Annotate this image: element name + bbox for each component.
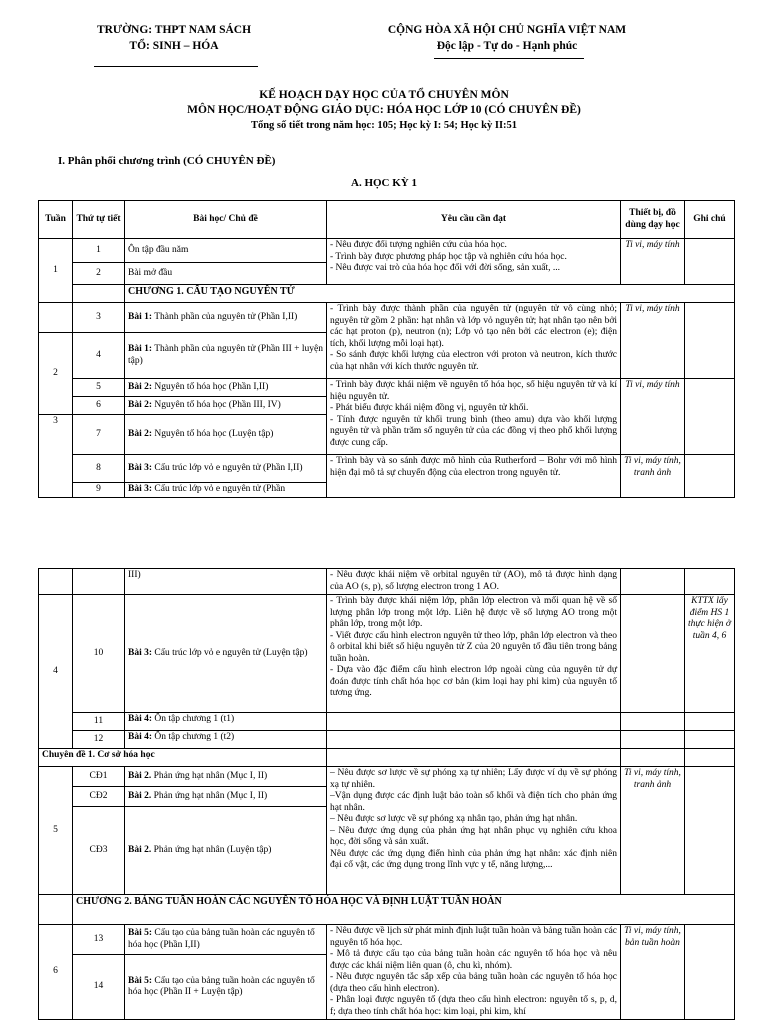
plan-table-page-2 bbox=[38, 568, 735, 1020]
lesson-cell: Ôn tập đầu năm bbox=[125, 239, 327, 263]
equipment-cell bbox=[621, 731, 685, 749]
lesson-cell: Bài 2. Phản ứng hạt nhân (Mục I, II) bbox=[125, 767, 327, 787]
lesson-cell: Bài 2: Nguyên tố hóa học (Phần III, IV) bbox=[125, 397, 327, 415]
requirement-cell bbox=[327, 713, 621, 731]
order-cell: 5 bbox=[73, 379, 125, 397]
document-title bbox=[0, 88, 768, 133]
lesson-cell: Bài 5: Cấu tạo của bảng tuần hoàn các nguyên tố hóa học (Phần I,II) bbox=[125, 925, 327, 955]
national-header bbox=[372, 22, 642, 54]
lesson-cell: Bài 2: Nguyên tố hóa học (Phần I,II) bbox=[125, 379, 327, 397]
equipment-cell bbox=[621, 595, 685, 713]
order-cell: 12 bbox=[73, 731, 125, 749]
note-cell bbox=[685, 569, 735, 595]
equipment-cell: Ti vi, máy tính, tranh ảnh bbox=[621, 767, 685, 895]
col-note: Ghi chú bbox=[685, 201, 735, 239]
order-cell: CĐ2 bbox=[73, 787, 125, 807]
lesson-cell: Bài 3: Cấu trúc lớp vỏ e nguyên tử (Phần bbox=[125, 483, 327, 498]
header-underline bbox=[94, 66, 258, 67]
note-cell bbox=[685, 455, 735, 498]
equipment-cell: Ti vi, máy tính bbox=[621, 379, 685, 455]
lesson-cell: Bài 2. Phản ứng hạt nhân (Luyện tập) bbox=[125, 807, 327, 895]
note-cell bbox=[685, 239, 735, 285]
lesson-cell: Bài 3: Cấu trúc lớp vỏ e nguyên tử (Phần I,II) bbox=[125, 455, 327, 483]
requirement-cell: - Nêu được đối tượng nghiên cứu của hóa học. - Trình bày được phương pháp học tập và nghiên cứu hóa học. - Nêu được vai trò của hóa học đối với đời sống, sản xuất, ... bbox=[327, 239, 621, 285]
order-cell: 6 bbox=[73, 397, 125, 415]
order-cell: 8 bbox=[73, 455, 125, 483]
week-cell: 4 bbox=[39, 595, 73, 749]
col-lesson: Bài học/ Chủ đề bbox=[125, 201, 327, 239]
order-cell: 7 bbox=[73, 415, 125, 455]
col-requirements: Yêu cầu cần đạt bbox=[327, 201, 621, 239]
plan-table-page-1 bbox=[38, 200, 735, 498]
requirement-cell: – Nêu được sơ lược về sự phóng xạ tự nhiên; Lấy được ví dụ về sự phóng xạ tự nhiên. –Vận dụng được các định luật bảo toàn số khối và điện tích cho phản ứng hạt nhân. – Nêu được sơ lược về sự phóng xạ nhân tạo, phản ứng hạt nhân. – Nêu được ứng dụng của phản ứng hạt nhân phục vụ nghiên cứu khoa học, đời sống và sản xuất. Nêu được các ứng dụng điển hình của phản ứng hạt nhân: xác định niên đại cổ vật, các ứng dụng trong lĩnh vực y tế, năng lượng,... bbox=[327, 767, 621, 895]
week-cell: 2 bbox=[39, 333, 73, 415]
week-cell: 1 bbox=[39, 239, 73, 303]
lesson-cell: Bài 4: Ôn tập chương 1 (t2) bbox=[125, 731, 327, 749]
note-cell bbox=[685, 713, 735, 731]
motto-underline bbox=[434, 58, 584, 59]
requirement-cell: - Trình bày và so sánh được mô hình của Rutherford – Bohr với mô hình hiện đại mô tả sự chuyển động của electron trong nguyên tử. bbox=[327, 455, 621, 498]
group-name: TỔ: SINH – HÓA bbox=[129, 40, 219, 52]
order-cell: CĐ3 bbox=[73, 807, 125, 895]
col-week: Tuần bbox=[39, 201, 73, 239]
equipment-cell: Ti vi, máy tính bbox=[621, 239, 685, 285]
week-cell: 5 bbox=[39, 767, 73, 895]
order-cell: 9 bbox=[73, 483, 125, 498]
equipment-cell bbox=[621, 713, 685, 731]
week-cell: 6 bbox=[39, 925, 73, 1020]
order-cell: 3 bbox=[73, 303, 125, 333]
order-cell: 10 bbox=[73, 595, 125, 713]
requirement-cell: - Trình bày được khái niệm lớp, phân lớp electron và mối quan hệ về số lượng phân lớp trong một lớp. Liên hệ được về số lượng AO trong một phân lớp, trong một lớp. - Viết được cấu hình electron nguyên tử theo lớp, phân lớp electron và theo ô orbital khi biết số hiệu nguyên tử Z của 20 nguyên tố đầu tiên trong bảng tuần hoàn. - Dựa vào đặc điểm cấu hình electron lớp ngoài cùng của nguyên tử dự đoán được tính chất hóa học cơ bản (kim loại hay phi kim) của nguyên tố tương ứng. bbox=[327, 595, 621, 713]
lesson-cell: Bài mở đầu bbox=[125, 263, 327, 285]
lesson-cell: Bài 2: Nguyên tố hóa học (Luyện tập) bbox=[125, 415, 327, 455]
country-name: CỘNG HÒA XÃ HỘI CHỦ NGHĨA VIỆT NAM bbox=[387, 24, 627, 36]
note-cell bbox=[685, 767, 735, 895]
title-line-3: Tổng số tiết trong năm học: 105; Học kỳ I: 54; Học kỳ II:51 bbox=[250, 120, 518, 131]
requirement-cell bbox=[327, 731, 621, 749]
section-heading: I. Phân phối chương trình (CÓ CHUYÊN ĐỀ) bbox=[58, 155, 276, 167]
week-cell bbox=[39, 569, 73, 595]
note-cell bbox=[685, 303, 735, 379]
lesson-cell: Bài 5: Cấu tạo của bảng tuần hoàn các nguyên tố hóa học (Phần II + Luyện tập) bbox=[125, 955, 327, 1020]
equipment-cell bbox=[621, 569, 685, 595]
lesson-cell: Bài 3: Cấu trúc lớp vỏ e nguyên tử (Luyện tập) bbox=[125, 595, 327, 713]
lesson-cell: Bài 1: Thành phần của nguyên tử (Phần I,II) bbox=[125, 303, 327, 333]
week-cell bbox=[39, 303, 73, 333]
order-cell: 1 bbox=[73, 239, 125, 263]
order-cell: 11 bbox=[73, 713, 125, 731]
equipment-cell: Ti vi, máy tính bbox=[621, 303, 685, 379]
title-line-1: KẾ HOẠCH DẠY HỌC CỦA TỔ CHUYÊN MÔN bbox=[259, 89, 509, 101]
note-cell bbox=[685, 731, 735, 749]
lesson-cell: Bài 1: Thành phần của nguyên tử (Phần III + luyện tập) bbox=[125, 333, 327, 379]
lesson-cell: Bài 4: Ôn tập chương 1 (t1) bbox=[125, 713, 327, 731]
chapter-heading: CHƯƠNG 2. BẢNG TUẦN HOÀN CÁC NGUYÊN TỐ HÓA HỌC VÀ ĐỊNH LUẬT TUẦN HOÀN bbox=[73, 895, 735, 925]
equipment-cell: Ti vi, máy tính, tranh ảnh bbox=[621, 455, 685, 498]
motto: Độc lập - Tự do - Hạnh phúc bbox=[436, 40, 578, 52]
requirement-cell: - Nêu được khái niệm về orbital nguyên tử (AO), mô tả được hình dạng của AO (s, p), số lượng electron trong 1 AO. bbox=[327, 569, 621, 595]
order-cell: 14 bbox=[73, 955, 125, 1020]
title-line-2: MÔN HỌC/HOẠT ĐỘNG GIÁO DỤC: HÓA HỌC LỚP 10 (CÓ CHUYÊN ĐỀ) bbox=[187, 104, 581, 116]
requirement-cell: - Trình bày được khái niệm về nguyên tố hóa học, số hiệu nguyên tử và kí hiệu nguyên tử. - Phát biểu được khái niệm đồng vị, nguyên tử khối. - Tính được nguyên tử khối trung bình (theo amu) dựa vào khối lượng nguyên tử và phần trăm số nguyên tử của các đồng vị theo phổ khối lượng được cung cấp. bbox=[327, 379, 621, 455]
note-cell bbox=[685, 925, 735, 1020]
school-name: TRƯỜNG: THPT NAM SÁCH bbox=[96, 24, 252, 36]
col-equipment: Thiết bị, đồ dùng dạy học bbox=[621, 201, 685, 239]
order-cell: 13 bbox=[73, 925, 125, 955]
note-cell bbox=[685, 379, 735, 455]
order-cell: CĐ1 bbox=[73, 767, 125, 787]
requirement-cell: - Trình bày được thành phần của nguyên tử (nguyên tử vô cùng nhỏ; nguyên tử gồm 2 phần: hạt nhân và lớp vỏ nguyên tử; hạt nhân tạo nên bởi các hạt proton (p), neutron (n); Lớp vỏ tạo nên bởi các electron (e); điện tích, khối lượng mỗi loại hạt). - So sánh được khối lượng của electron với proton và neutron, kích thước của hạt nhân với kích thước nguyên tử. bbox=[327, 303, 621, 379]
requirement-cell: - Nêu được về lịch sử phát minh định luật tuần hoàn và bảng tuần hoàn các nguyên tố hóa học. - Mô tả được cấu tạo của bảng tuần hoàn các nguyên tố hóa học và nêu được các khái niệm liên quan (ô, chu kì, nhóm). - Nêu được nguyên tắc sắp xếp của bảng tuần hoàn các nguyên tố hóa học (dựa theo cấu hình electron). - Phân loại được nguyên tố (dựa theo cấu hình electron: nguyên tố s, p, d, f; dựa theo tính chất hóa học: kim loại, phi kim, khí bbox=[327, 925, 621, 1020]
note-cell: KTTX lấy điểm HS 1 thực hiện ở tuần 4, 6 bbox=[685, 595, 735, 713]
lesson-cell: III) bbox=[125, 569, 327, 595]
equipment-cell: Ti vi, máy tính, bản tuần hoàn bbox=[621, 925, 685, 1020]
order-cell: 2 bbox=[73, 263, 125, 285]
lesson-cell: Bài 2. Phản ứng hạt nhân (Mục I, II) bbox=[125, 787, 327, 807]
week-cell: 3 bbox=[39, 415, 73, 498]
order-cell: 4 bbox=[73, 333, 125, 379]
semester-heading: A. HỌC KỲ 1 bbox=[351, 177, 417, 189]
school-header bbox=[74, 22, 274, 54]
chapter-heading: CHƯƠNG 1. CẤU TẠO NGUYÊN TỬ bbox=[125, 285, 735, 303]
topic-heading: Chuyên đề 1. Cơ sở hóa học bbox=[39, 749, 327, 767]
order-cell bbox=[73, 569, 125, 595]
col-order: Thứ tự tiết bbox=[73, 201, 125, 239]
